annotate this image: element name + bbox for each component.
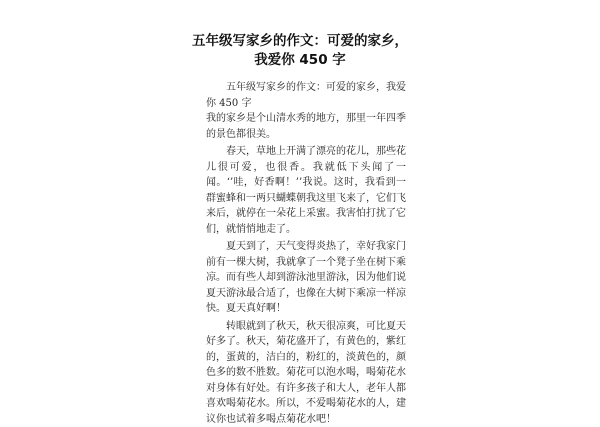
article-body <box>206 80 406 427</box>
article-paragraph-autumn: 转眼就到了秋天，秋天很凉爽，可比夏天好多了。秋天，菊花盛开了，有黄色的，紫红的，蛋黄的，洁白的，粉红的，淡黄色的，颜色多的数不胜数。菊花可以泡水喝，喝菊花水对身体有好处。有许多孩子和大人，老年人都喜欢喝菊花水。所以，不爱喝菊花水的人，建议你也试着多喝点菊花水吧！ <box>206 319 406 427</box>
article-paragraph-spring: 春天，草地上开满了漂亮的花儿，那些花儿很可爱，也很香。我就低下头闻了一闻。‘’哇，好香啊！’’我说。这时，我看到一群蜜蜂和一两只蝴蝶朝我这里飞来了，它们飞来后，就停在一朵花上采蜜。我害怕打扰了它们，就悄悄地走了。 <box>206 144 406 237</box>
article-paragraph-intro: 我的家乡是个山清水秀的地方，那里一年四季的景色都很美。 <box>206 111 406 142</box>
article-paragraph-summer: 夏天到了，天气变得炎热了，幸好我家门前有一棵大树，我就拿了一个凳子坐在树下乘凉。而有些人却到游泳池里游泳，因为他们说夏天游泳最合适了，也像在大树下乘凉一样凉快。夏天真好啊！ <box>206 239 406 317</box>
article-title-line-2: 我爱你 450 字 <box>0 51 600 70</box>
article-subtitle-paragraph: 五年级写家乡的作文：可爱的家乡，我爱你 450 字 <box>206 80 406 111</box>
article-title-line-1: 五年级写家乡的作文：可爱的家乡， <box>0 32 600 51</box>
